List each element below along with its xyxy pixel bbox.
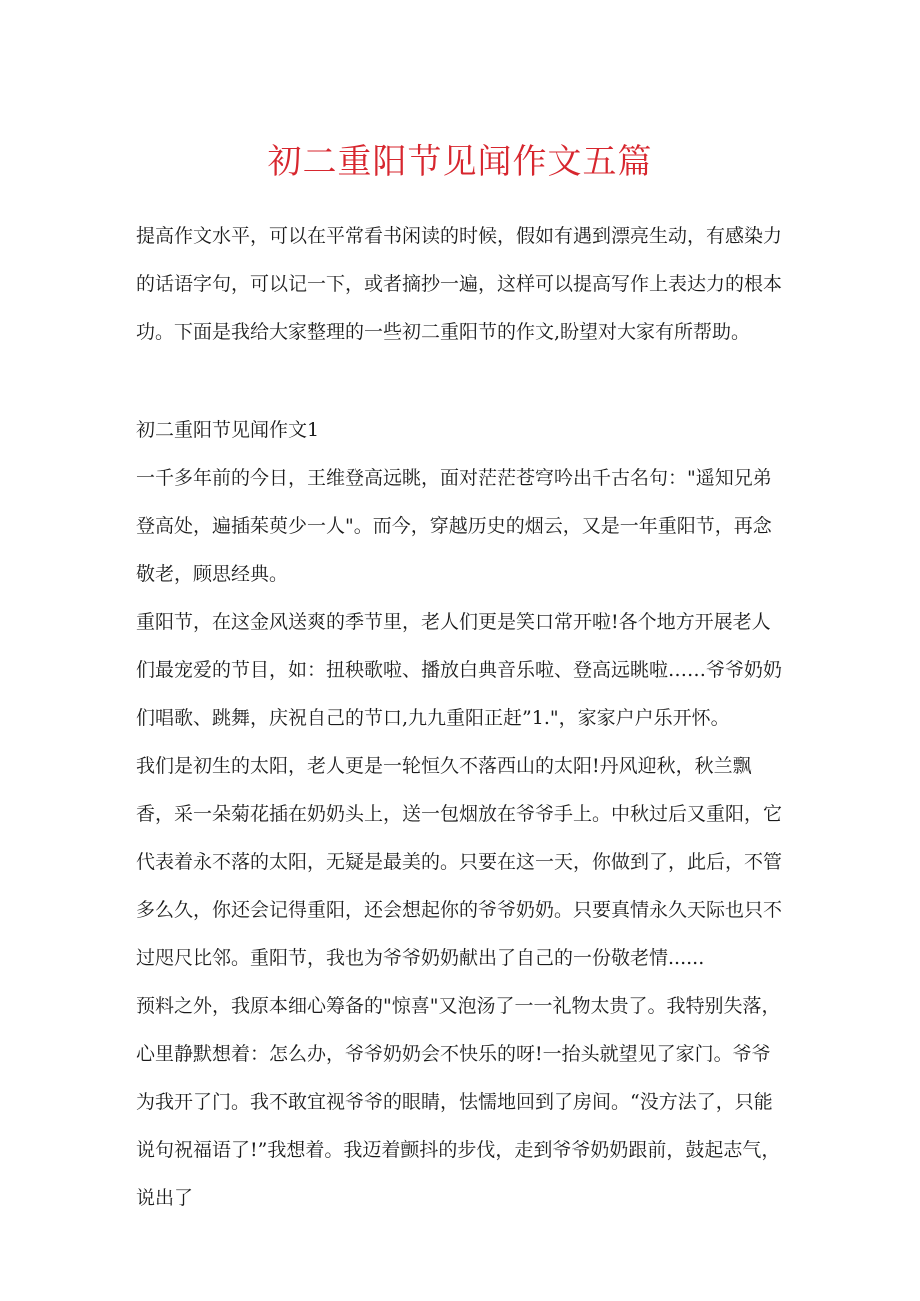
intro-paragraph: 提高作文水平，可以在平常看书闲读的时候，假如有遇到漂亮生动，有感染力的话语字句，可以记一下，或者摘抄一遍，这样可以提高写作上表达力的根本功。下面是我给大家整理的一些初二重阳节的作文,盼望对大家有所帮助。: [136, 225, 783, 343]
paragraph: 我们是初生的太阳，老人更是一轮恒久不落西山的太阳!丹风迎秋，秋兰飘香，采一朵菊花插在奶奶头上，送一包烟放在爷爷手上。中秋过后又重阳，它代表着永不落的太阳，无疑是最美的。只要在这一天，你做到了，此后，不管多么久，你还会记得重阳，还会想起你的爷爷奶奶。只要真情永久天际也只不过咫尺比邻。重阳节，我也为爷爷奶奶献出了自己的一份敬老情......: [136, 755, 783, 969]
document-title: 初二重阳节见闻作文五篇: [267, 142, 653, 182]
paragraph: 重阳节，在这金风送爽的季节里，老人们更是笑口常开啦!各个地方开展老人们最宠爱的节目，如：扭秧歌啦、播放白典音乐啦、登高远眺啦……爷爷奶奶们唱歌、跳舞，庆祝自己的节口,九九重阳正赶”1."，家家户户乐开怀。: [136, 611, 783, 729]
paragraph: 一千多年前的今日，王维登高远眺，面对茫茫苍穹吟出千古名句："遥知兄弟登高处，遍插茱萸少一人"。而今，穿越历史的烟云，又是一年重阳节，再念敬老，顾思经典。: [136, 467, 772, 585]
section-heading: 初二重阳节见闻作文1: [136, 419, 320, 441]
section-body: [136, 454, 786, 1222]
paragraph: 预料之外，我原本细心筹备的"惊喜"又泡汤了一一礼物太贵了。我特别失落，心里静默想着：怎么办，爷爷奶奶会不快乐的呀!一抬头就望见了家门。爷爷为我开了门。我不敢宜视爷爷的眼睛，怯懦地回到了房间。“没方法了，只能说句祝福语了!”我想着。我迈着颤抖的步伐，走到爷爷奶奶跟前，鼓起志气，说出了: [136, 995, 781, 1209]
